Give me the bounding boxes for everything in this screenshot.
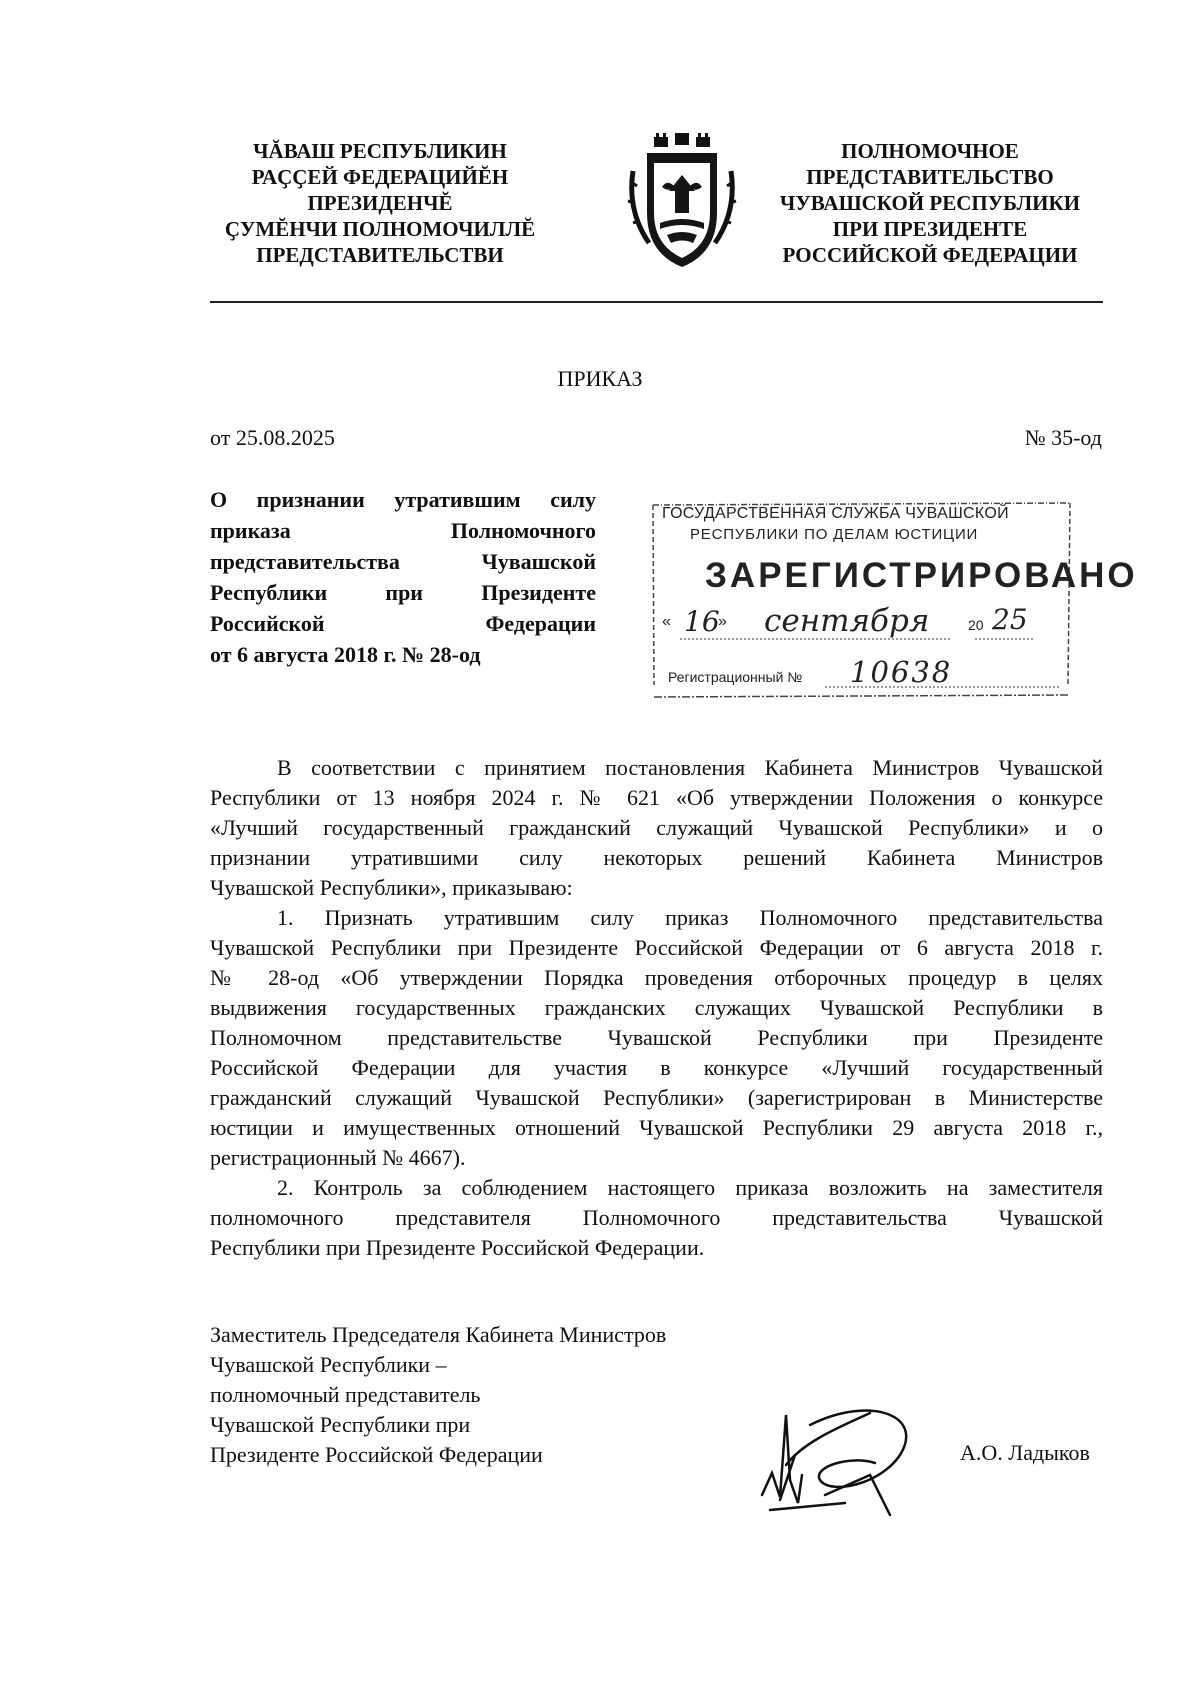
stamp-year-suffix: 25 <box>992 603 1028 636</box>
stamp-month: сентября <box>764 603 930 639</box>
text-line: Чувашской Республики – <box>210 1352 447 1377</box>
header-left-chuvash <box>215 138 545 268</box>
body-line: юстиции и имущественных отношений Чувашской Республики 29 августа 2018 г., <box>210 1115 1103 1140</box>
body-line: № 28-од «Об утверждении Порядка проведения отборочных процедур в целях <box>210 965 1103 990</box>
text-line: РОССИЙСКОЙ ФЕДЕРАЦИИ <box>782 243 1078 267</box>
signer-position <box>210 1320 666 1470</box>
text-line: приказа Полномочного <box>210 518 596 543</box>
body-line: регистрационный № 4667). <box>210 1145 466 1170</box>
body-line: гражданский служащий Чувашской Республики» (зарегистрирован в Министерстве <box>210 1085 1103 1110</box>
body-line: выдвижения государственных гражданских служащих Чувашской Республики в <box>210 995 1103 1020</box>
body-line: «Лучший государственный гражданский служащий Чувашской Республики» и о <box>210 815 1103 840</box>
body-line: Российской Федерации для участия в конкурсе «Лучший государственный <box>210 1055 1103 1080</box>
body-line: полномочного представителя Полномочного представительства Чувашской <box>210 1205 1103 1230</box>
text-line: Российской Федерации <box>210 611 596 636</box>
stamp-reg-label: Регистрационный № <box>668 669 803 685</box>
stamp-status: ЗАРЕГИСТРИРОВАНО <box>705 556 1138 595</box>
body-line: Чувашской Республики», приказываю: <box>210 875 573 900</box>
text-line: РАҪҪЕЙ ФЕДЕРАЦИЙĔН <box>251 165 509 189</box>
document-type: ПРИКАЗ <box>557 366 643 391</box>
body-line: 2. Контроль за соблюдением настоящего приказа возложить на заместителя <box>277 1175 1103 1200</box>
body-line: В соответствии с принятием постановления Кабинета Министров Чувашской <box>277 755 1103 780</box>
stamp-org-line1: ГОСУДАРСТВЕННАЯ СЛУЖБА ЧУВАШСКОЙ <box>662 505 1009 522</box>
text-line: ЧĂВАШ РЕСПУБЛИКИН <box>253 139 507 163</box>
document-body <box>210 753 1103 1263</box>
text-line: от 6 августа 2018 г. № 28-од <box>210 642 481 667</box>
stamp-quote-close: » <box>718 613 727 630</box>
text-line: ҪУМĔНЧИ ПОЛНОМОЧИЛЛĔ <box>224 217 536 241</box>
signature-icon <box>750 1385 950 1525</box>
stamp-day: 16 <box>684 605 720 638</box>
text-line: ПОЛНОМОЧНОЕ <box>841 139 1019 163</box>
document-date: от 25.08.2025 <box>210 425 335 450</box>
body-line: Полномочном представительстве Чувашской Республики при Президенте <box>210 1025 1103 1050</box>
body-line: 1. Признать утратившим силу приказ Полномочного представительства <box>277 905 1103 930</box>
document-number: № 35-од <box>1024 425 1102 450</box>
text-line: ПРЕДСТАВИТЕЛЬСТВИ <box>256 243 504 267</box>
stamp-org-line2: РЕСПУБЛИКИ ПО ДЕЛАМ ЮСТИЦИИ <box>690 526 979 543</box>
stamp-reg-number: 10638 <box>850 655 953 689</box>
registration-stamp <box>650 499 1138 701</box>
text-line: представительства Чувашской <box>210 549 596 574</box>
body-line: Чувашской Республики при Президенте Российской Федерации от 6 августа 2018 г. <box>210 935 1103 960</box>
stamp-year-prefix: 20 <box>968 617 984 633</box>
text-line: ПРЕЗИДЕНЧĔ <box>307 191 453 215</box>
text-line: Чувашской Республики при <box>210 1412 471 1437</box>
text-line: О признании утратившим силу <box>210 487 596 512</box>
document-subject <box>210 484 596 670</box>
text-line: полномочный представитель <box>210 1382 481 1407</box>
text-line: Президенте Российской Федерации <box>210 1442 543 1467</box>
body-line: Республики от 13 ноября 2024 г. № 621 «Об утверждении Положения о конкурсе <box>210 785 1103 810</box>
signer-name: А.О. Ладыков <box>960 1440 1090 1465</box>
text-line: ПРЕДСТАВИТЕЛЬСТВО <box>806 165 1054 189</box>
text-line: Заместитель Председателя Кабинета Министров <box>210 1322 667 1347</box>
stamp-quote-open: « <box>662 613 671 630</box>
header-right-russian <box>770 138 1090 268</box>
header-divider <box>210 301 1103 303</box>
text-line: ЧУВАШСКОЙ РЕСПУБЛИКИ <box>779 191 1081 215</box>
body-line: Республики при Президенте Российской Федерации. <box>210 1235 705 1260</box>
text-line: ПРИ ПРЕЗИДЕНТЕ <box>832 217 1028 241</box>
text-line: Республики при Президенте <box>210 580 596 605</box>
coat-of-arms-icon <box>627 131 737 271</box>
body-line: признании утратившими силу некоторых решений Кабинета Министров <box>210 845 1103 870</box>
